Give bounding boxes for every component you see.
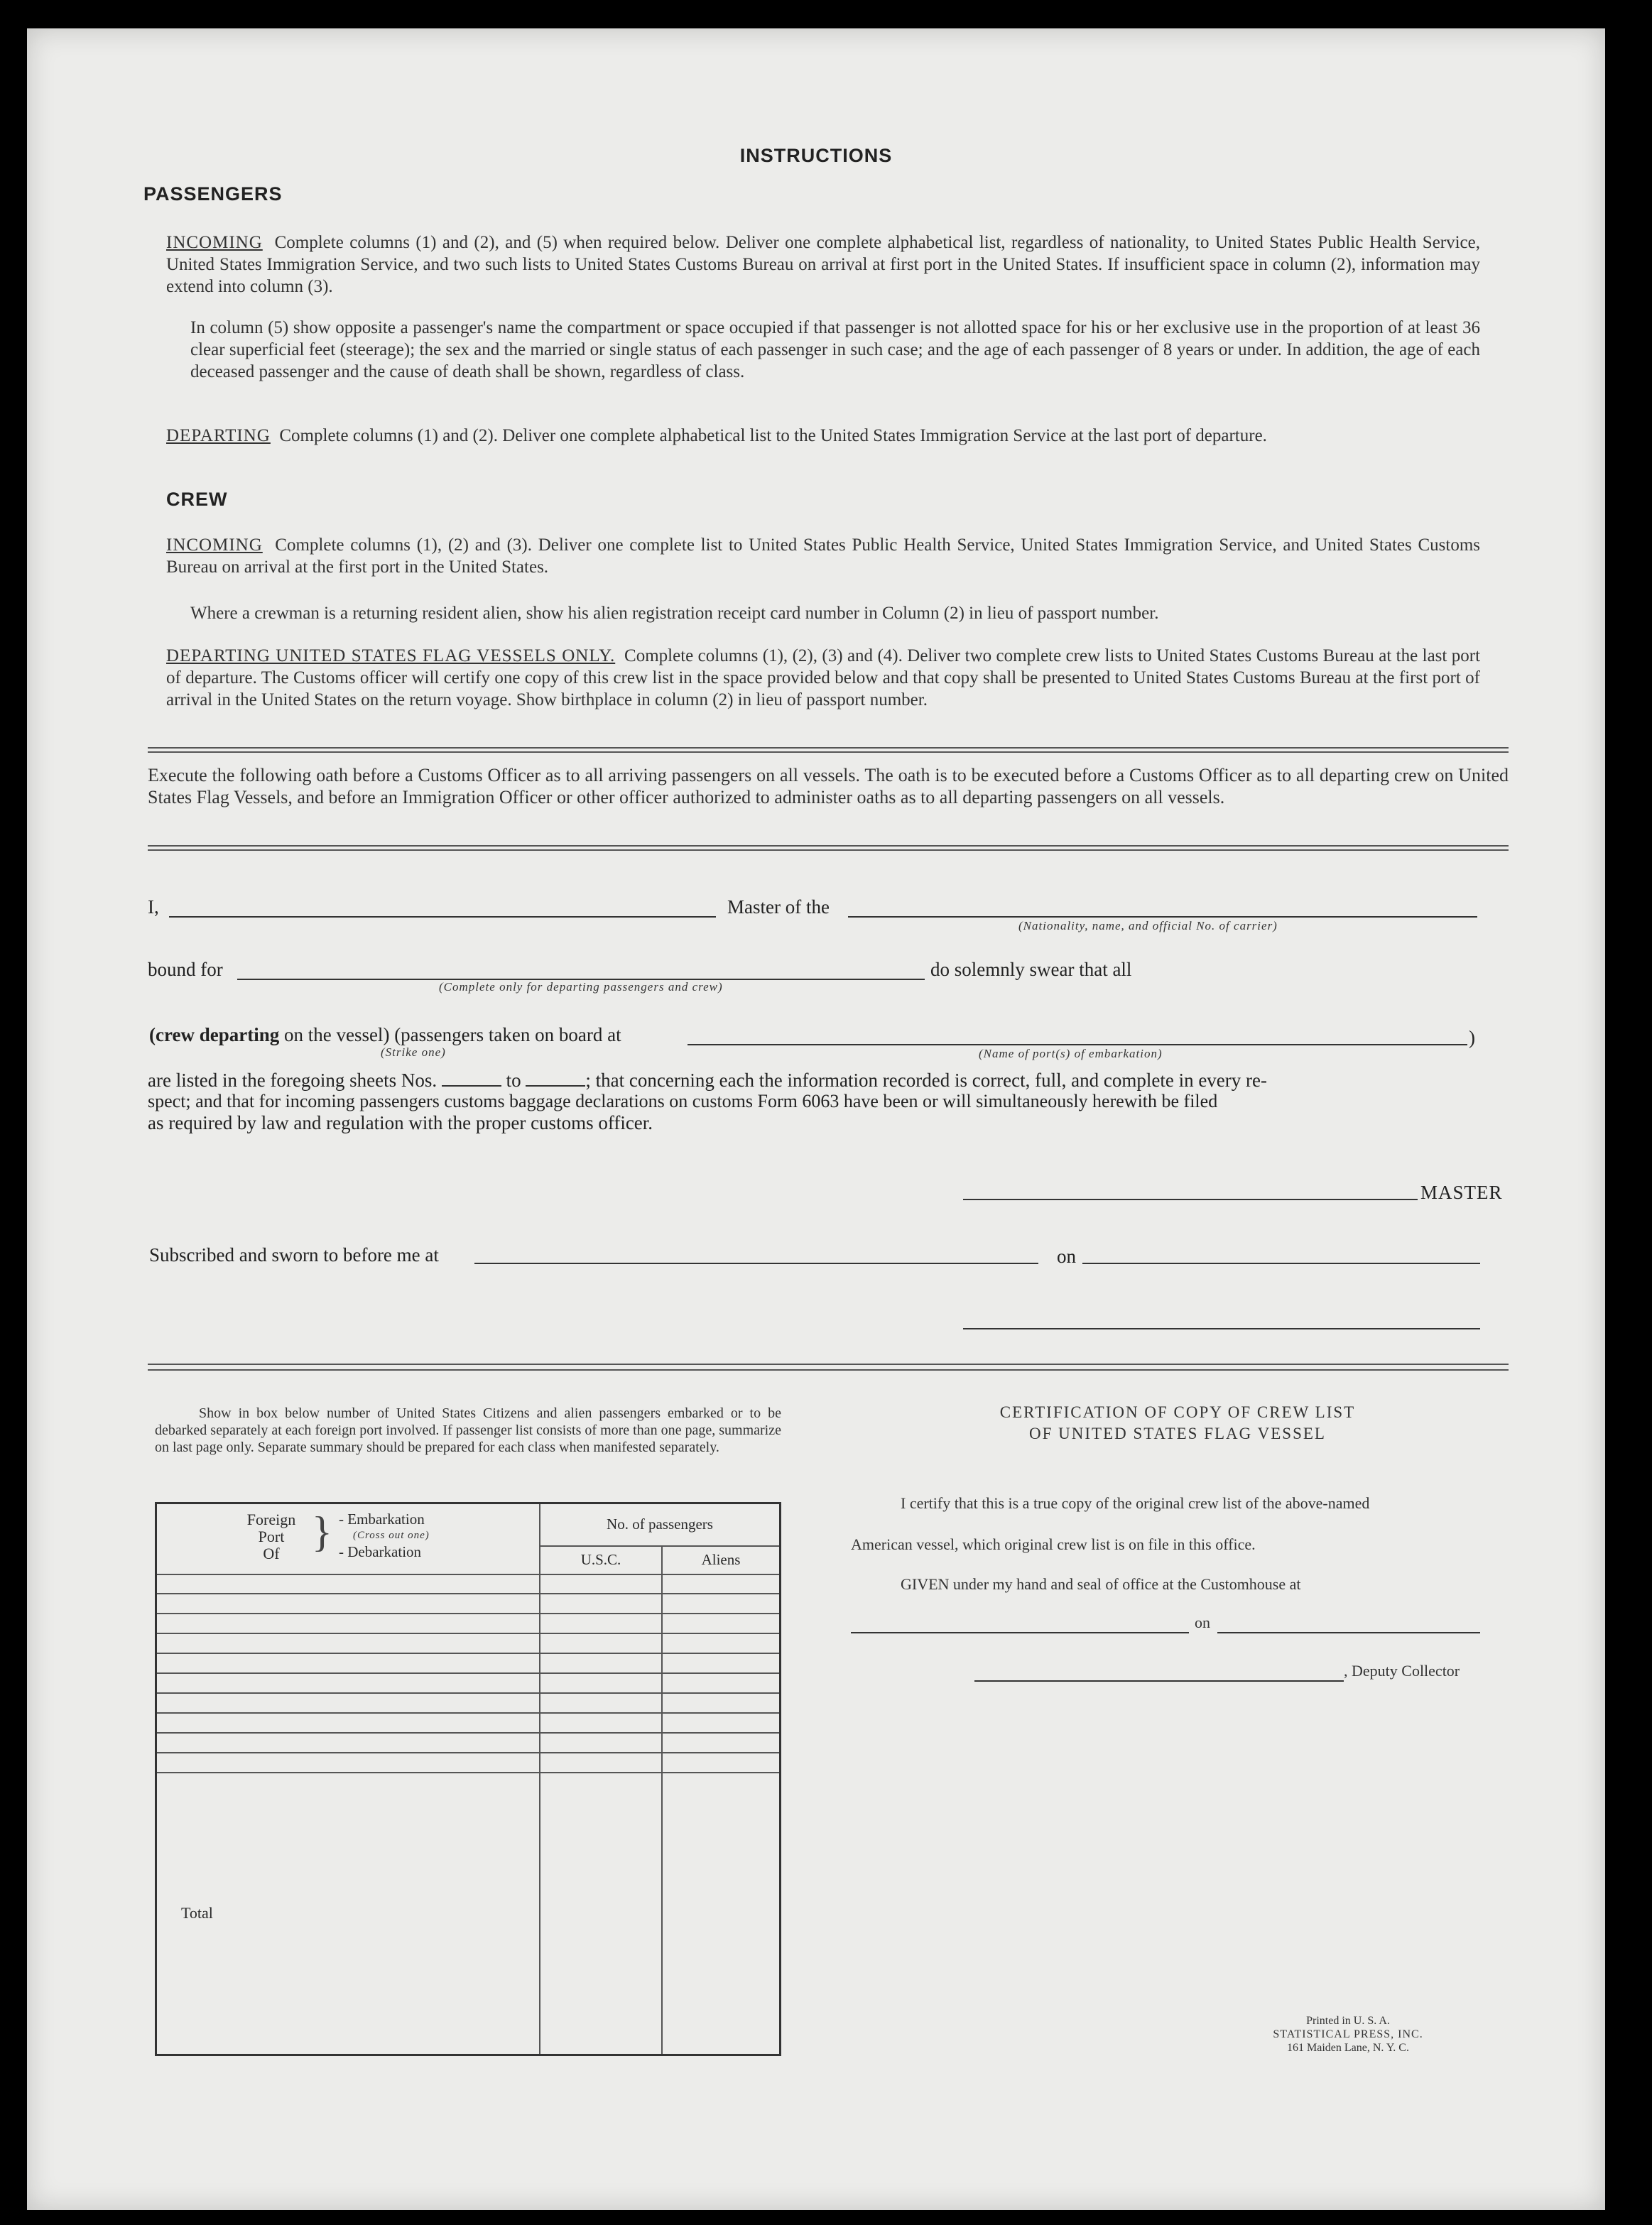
usc-cell[interactable] — [540, 1614, 662, 1633]
on-the-vessel-label: on the vessel) — [283, 1024, 390, 1045]
passengers-column5-paragraph: In column (5) show opposite a passenger's name the compartment or space occupied if that passenger is not allotted space for his or her exclusive use in the proportion of at least 36 clear superficial feet (steerage); the sex and the married or single status of each passenger in such case; and the age of each passenger of 8 years or under. In addition, the age of each deceased passenger and the cause of death shall be shown, regardless of class. — [190, 318, 1480, 381]
usc-cell[interactable] — [540, 1633, 662, 1653]
crew-passengers-line — [149, 1024, 621, 1046]
crew-departing-paragraph — [166, 645, 1480, 711]
crew-heading: CREW — [166, 489, 228, 510]
table-row — [156, 1693, 781, 1713]
usc-cell[interactable] — [540, 1713, 662, 1733]
foreign-label: Foreign — [246, 1511, 296, 1528]
crew-incoming-paragraph — [166, 534, 1480, 578]
carrier-caption: (Nationality, name, and official No. of carrier) — [1018, 919, 1278, 932]
passengers-taken-option[interactable]: (passengers taken on board at — [394, 1024, 621, 1045]
certify-line1: I certify that this is a true copy of the original crew list of the above-named — [901, 1494, 1370, 1512]
divider-rule — [148, 849, 1509, 851]
total-label: Total — [156, 1773, 540, 2055]
passenger-count-table — [155, 1502, 781, 2056]
port-cell[interactable] — [156, 1753, 540, 1773]
sheet-to-field[interactable] — [526, 1085, 585, 1087]
usc-cell[interactable] — [540, 1693, 662, 1713]
sworn-date-field[interactable] — [1082, 1263, 1480, 1264]
table-row — [156, 1614, 781, 1633]
usc-cell[interactable] — [540, 1753, 662, 1773]
certification-title-line1: CERTIFICATION OF COPY OF CREW LIST — [999, 1403, 1356, 1421]
master-signature-field[interactable] — [963, 1199, 1418, 1200]
crew-incoming-text: Complete columns (1), (2) and (3). Deliver one complete list to United States Public Health Service, United States Immigration Service, and United States Customs Bureau on arrival at the first port in the United States. — [166, 535, 1480, 577]
port-cell[interactable] — [156, 1574, 540, 1594]
listed-line1-to: to — [506, 1070, 521, 1091]
oath-i: I, — [148, 896, 159, 918]
crew-departing-option[interactable]: (crew departing — [149, 1024, 280, 1045]
aliens-cell[interactable] — [662, 1574, 781, 1594]
certification-on-label: on — [1195, 1614, 1210, 1631]
listed-line3: as required by law and regulation with the proper customs officer. — [148, 1112, 653, 1133]
form-sheet — [27, 28, 1605, 2210]
aliens-total-cell[interactable] — [662, 1773, 781, 2055]
passengers-departing-paragraph — [166, 425, 1480, 447]
usc-cell[interactable] — [540, 1653, 662, 1673]
sworn-place-field[interactable] — [474, 1263, 1038, 1264]
port-header — [156, 1503, 540, 1574]
passengers-heading: PASSENGERS — [143, 183, 283, 205]
crew-returning-paragraph: Where a crewman is a returning resident alien, show his alien registration receipt card number in Column (2) in lieu of passport number. — [190, 604, 1159, 623]
aliens-cell[interactable] — [662, 1673, 781, 1693]
table-row — [156, 1653, 781, 1673]
aliens-cell[interactable] — [662, 1733, 781, 1753]
usc-cell[interactable] — [540, 1574, 662, 1594]
listed-line2: spect; and that for incoming passengers customs baggage declarations on customs Form 6063 have been or will simultaneously herewith be filed — [148, 1091, 1218, 1111]
ports-caption: (Name of port(s) of embarkation) — [979, 1047, 1163, 1060]
aliens-cell[interactable] — [662, 1594, 781, 1614]
no-passengers-header: No. of passengers — [540, 1503, 781, 1546]
divider-rule — [148, 747, 1509, 749]
printer-line1: Printed in U. S. A. — [1306, 2015, 1390, 2027]
execute-oath-paragraph: Execute the following oath before a Customs Officer as to all arriving passengers on all vessels. The oath is to be executed before a Customs Officer as to all departing crew on United States Flag Vessels, and before an Immigration Officer or other officer authorized to administer oaths as to all departing passengers on all vessels. — [148, 765, 1509, 807]
usc-header: U.S.C. — [540, 1546, 662, 1574]
of-label: Of — [263, 1545, 280, 1562]
usc-total-cell[interactable] — [540, 1773, 662, 2055]
port-label: Port — [258, 1528, 285, 1545]
divider-rule — [148, 845, 1509, 847]
instructions-title: INSTRUCTIONS — [739, 145, 893, 166]
listed-line1-a: are listed in the foregoing sheets Nos. — [148, 1070, 438, 1091]
customhouse-field[interactable] — [851, 1632, 1189, 1633]
certification-date-field[interactable] — [1217, 1632, 1480, 1633]
divider-rule — [148, 1364, 1509, 1365]
master-of-the-label: Master of the — [727, 896, 830, 918]
cross-out-caption: (Cross out one) — [353, 1530, 430, 1541]
passengers-incoming-label: INCOMING — [166, 233, 263, 252]
printer-line2: STATISTICAL PRESS, INC. — [1273, 2028, 1423, 2040]
crew-departing-text: Complete columns (1), (2), (3) and (4). Deliver two complete crew lists to United States Customs Bureau at the last port of departure. The Customs officer will certify one copy of this crew list in the space provided below and that copy shall be presented to United States Customs Bureau at the first port of arrival in the United States on the return voyage. Show birthplace in column (2) in lieu of passport number. — [166, 646, 1481, 709]
given-line: GIVEN under my hand and seal of office at the Customhouse at — [901, 1575, 1301, 1593]
printer-imprint — [1249, 2014, 1447, 2055]
printer-line3: 161 Maiden Lane, N. Y. C. — [1287, 2042, 1409, 2054]
certify-line2: American vessel, which original crew list is on file in this office. — [851, 1535, 1256, 1553]
port-cell[interactable] — [156, 1614, 540, 1633]
aliens-cell[interactable] — [662, 1693, 781, 1713]
master-name-field[interactable] — [169, 916, 716, 918]
certification-title-line2: OF UNITED STATES FLAG VESSEL — [1029, 1425, 1326, 1442]
port-cell[interactable] — [156, 1653, 540, 1673]
table-row — [156, 1753, 781, 1773]
sheet-from-field[interactable] — [442, 1085, 501, 1087]
port-cell[interactable] — [156, 1713, 540, 1733]
carrier-field[interactable] — [848, 916, 1477, 918]
subscribed-label: Subscribed and sworn to before me at — [149, 1244, 439, 1266]
table-row — [156, 1673, 781, 1693]
aliens-cell[interactable] — [662, 1753, 781, 1773]
aliens-cell[interactable] — [662, 1614, 781, 1633]
embarkation-option[interactable]: - Embarkation — [339, 1511, 425, 1528]
port-cell[interactable] — [156, 1693, 540, 1713]
table-row — [156, 1633, 781, 1653]
master-label: MASTER — [1420, 1182, 1503, 1203]
deputy-signature-field[interactable] — [974, 1680, 1344, 1682]
brace-glyph: } — [312, 1508, 332, 1555]
embarkation-ports-field[interactable] — [688, 1044, 1467, 1045]
passengers-departing-text: Complete columns (1) and (2). Deliver one complete alphabetical list to the United States Immigration Service at the last port of departure. — [279, 426, 1267, 445]
table-total-row — [156, 1773, 781, 2055]
close-paren: ) — [1469, 1027, 1475, 1048]
crew-departing-label: DEPARTING UNITED STATES FLAG VESSELS ONLY. — [166, 646, 616, 665]
box-instructions: Show in box below number of United States Citizens and alien passengers embarked or to be debarked separately at each foreign port involved. If passenger list consists of more than one page, summarize on last page only. Separate summary should be prepared for each class when manifested separately. — [155, 1405, 781, 1455]
table-row — [156, 1733, 781, 1753]
debarkation-option[interactable]: - Debarkation — [339, 1543, 422, 1560]
passengers-incoming-paragraph — [166, 232, 1480, 298]
usc-cell[interactable] — [540, 1673, 662, 1693]
passengers-departing-label: DEPARTING — [166, 426, 271, 445]
crew-incoming-label: INCOMING — [166, 535, 263, 555]
usc-cell[interactable] — [540, 1733, 662, 1753]
bound-for-label: bound for — [148, 959, 223, 980]
aliens-cell[interactable] — [662, 1653, 781, 1673]
swear-label: do solemnly swear that all — [930, 959, 1132, 980]
listed-statement — [148, 1070, 1511, 1133]
table-row — [156, 1574, 781, 1594]
deputy-collector-label: , Deputy Collector — [1344, 1662, 1460, 1680]
sworn-on-label: on — [1057, 1246, 1076, 1267]
strike-one-caption: (Strike one) — [381, 1045, 446, 1059]
port-cell[interactable] — [156, 1733, 540, 1753]
table-row — [156, 1594, 781, 1614]
passengers-incoming-text: Complete columns (1) and (2), and (5) when required below. Deliver one complete alphabetical list, regardless of nationality, to United States Public Health Service, United States Immigration Service, and two such lists to United States Customs Bureau on arrival at first port in the United States. If insufficient space in column (2), information may extend into column (3). — [166, 233, 1481, 296]
port-cell[interactable] — [156, 1633, 540, 1653]
aliens-cell[interactable] — [662, 1633, 781, 1653]
divider-rule — [148, 751, 1509, 753]
divider-rule — [148, 1369, 1509, 1371]
aliens-header: Aliens — [662, 1546, 781, 1574]
listed-line1-b: ; that concerning each the information recorded is correct, full, and complete in every re- — [585, 1070, 1268, 1091]
port-cell[interactable] — [156, 1673, 540, 1693]
certification-title — [851, 1402, 1504, 1445]
aliens-cell[interactable] — [662, 1713, 781, 1733]
bound-for-caption: (Complete only for departing passengers and crew) — [439, 980, 723, 994]
table-row — [156, 1713, 781, 1733]
port-cell[interactable] — [156, 1594, 540, 1614]
usc-cell[interactable] — [540, 1594, 662, 1614]
officer-signature-field[interactable] — [963, 1328, 1480, 1329]
